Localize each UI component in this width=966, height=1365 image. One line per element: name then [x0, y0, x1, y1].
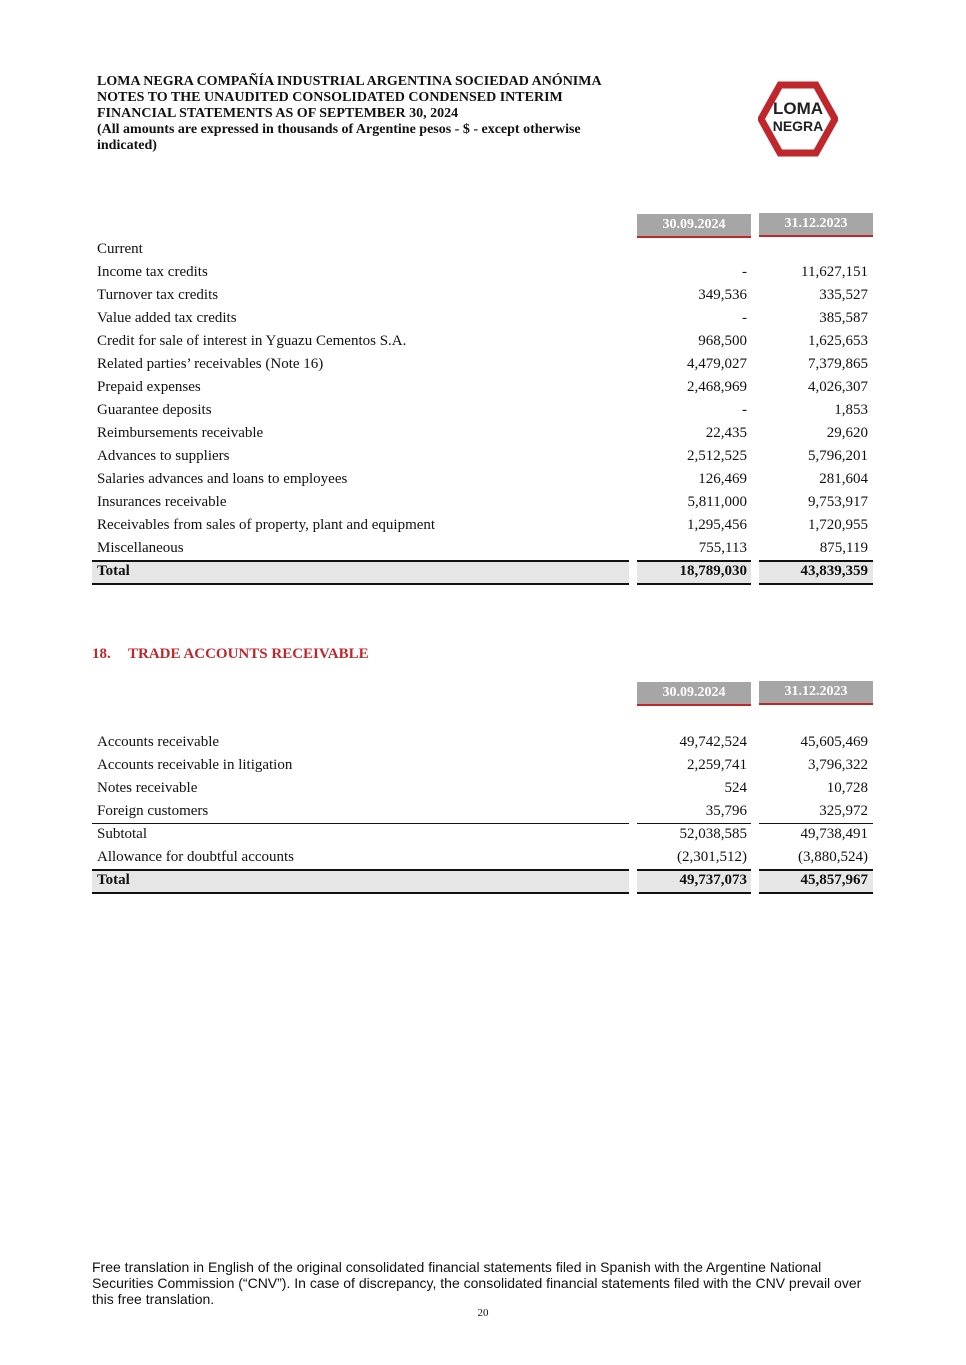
table-row: [92, 307, 874, 330]
row-value-2023: 335,527: [819, 287, 868, 303]
allowance-value-2023: (3,880,524): [798, 849, 868, 865]
row-value-2024: 2,468,969: [687, 379, 747, 395]
row-value-2024: -: [742, 310, 747, 326]
row-value-2024: -: [742, 402, 747, 418]
row-label: Reimbursements receivable: [97, 425, 264, 441]
row-label: Foreign customers: [97, 803, 209, 819]
table-row: [92, 514, 874, 537]
row-value-2023: 9,753,917: [808, 494, 868, 510]
section-title: [92, 646, 369, 663]
total-value-2024: 18,789,030: [679, 563, 747, 579]
row-value-2023: 385,587: [819, 310, 868, 326]
table-row: [92, 491, 874, 514]
row-value-2023: 5,796,201: [808, 448, 868, 464]
row-value-2023: 1,853: [834, 402, 868, 418]
row-value-2024: 1,295,456: [687, 517, 747, 533]
row-label: Accounts receivable: [97, 734, 220, 750]
total-label: Total: [97, 563, 130, 579]
row-value-2023: 325,972: [819, 803, 868, 819]
column-header-2024: 30.09.2024: [637, 214, 751, 238]
row-label: Credit for sale of interest in Yguazu Cementos S.A.: [97, 333, 407, 349]
row-value-2023: 281,604: [819, 471, 868, 487]
column-header-2024: 30.09.2024: [637, 682, 751, 706]
table-row: [92, 284, 874, 307]
row-value-2024: 524: [724, 780, 747, 796]
row-value-2024: 49,742,524: [679, 734, 747, 750]
row-value-2023: 4,026,307: [808, 379, 868, 395]
row-value-2023: 1,625,653: [808, 333, 868, 349]
allowance-label: Allowance for doubtful accounts: [97, 849, 295, 865]
row-value-2023: 3,796,322: [808, 757, 868, 773]
table-row: [92, 731, 874, 754]
table-row: [92, 399, 874, 422]
row-value-2024: 349,536: [698, 287, 747, 303]
row-value-2024: -: [742, 264, 747, 280]
row-value-2024: 126,469: [698, 471, 747, 487]
section-number: 18.: [92, 646, 111, 662]
row-value-2024: 2,512,525: [687, 448, 747, 464]
row-label: Prepaid expenses: [97, 379, 201, 395]
translation-disclaimer: Free translation in English of the original consolidated financial statements filed in Spanish with the Argentine National Securities Commission (“CNV”). In case of discrepancy, the consolidated financial statements filed with the CNV prevail over this free translation.: [92, 1259, 862, 1307]
row-label: Notes receivable: [97, 780, 198, 796]
row-label: Advances to suppliers: [97, 448, 230, 464]
table-row: [92, 754, 874, 777]
subtotal-label: Subtotal: [97, 826, 148, 842]
table-total-row: [92, 869, 874, 892]
table-row: [92, 422, 874, 445]
header-line-3: FINANCIAL STATEMENTS AS OF SEPTEMBER 30, 2024: [97, 106, 459, 121]
row-value-2023: 10,728: [826, 780, 868, 796]
table-total-row: [92, 560, 874, 583]
table-row: [92, 261, 874, 284]
row-value-2023: 45,605,469: [800, 734, 868, 750]
table-row: [92, 468, 874, 491]
row-value-2024: 5,811,000: [687, 494, 747, 510]
row-value-2023: 29,620: [826, 425, 868, 441]
row-label: Related parties’ receivables (Note 16): [97, 356, 324, 372]
column-header-2023: 31.12.2023: [759, 213, 873, 237]
row-value-2024: 22,435: [705, 425, 747, 441]
allowance-value-2024: (2,301,512): [677, 849, 747, 865]
row-value-2024: 2,259,741: [687, 757, 747, 773]
page-number: 20: [477, 1307, 489, 1319]
total-value-2023: 45,857,967: [800, 872, 868, 888]
subtotal-value-2023: 49,738,491: [800, 826, 868, 842]
row-value-2024: 968,500: [698, 333, 747, 349]
row-label: Accounts receivable in litigation: [97, 757, 293, 773]
loma-negra-logo: [758, 81, 838, 157]
row-label: Value added tax credits: [97, 310, 237, 326]
document-header: [97, 74, 697, 154]
row-value-2024: 755,113: [698, 540, 747, 556]
row-label: Insurances receivable: [97, 494, 227, 510]
column-header-2023: 31.12.2023: [759, 681, 873, 705]
row-label: Turnover tax credits: [97, 287, 219, 303]
allowance-row: [92, 846, 874, 869]
row-label: Miscellaneous: [97, 540, 184, 556]
section-label-current: Current: [97, 241, 143, 257]
row-label: Receivables from sales of property, plant and equipment: [97, 517, 436, 533]
subtotal-value-2024: 52,038,585: [679, 826, 747, 842]
row-value-2023: 1,720,955: [808, 517, 868, 533]
table-row: [92, 376, 874, 399]
row-value-2024: 35,796: [705, 803, 747, 819]
trade-receivables-table: [92, 682, 874, 892]
table-row: [92, 537, 874, 560]
header-line-4: (All amounts are expressed in thousands of Argentine pesos - $ - except otherwise: [97, 122, 581, 137]
header-line-2: NOTES TO THE UNAUDITED CONSOLIDATED CONDENSED INTERIM: [97, 90, 563, 105]
total-value-2024: 49,737,073: [679, 872, 747, 888]
table-row: [92, 777, 874, 800]
subtotal-row: [92, 823, 874, 846]
table-row: [92, 353, 874, 376]
section-heading: TRADE ACCOUNTS RECEIVABLE: [128, 646, 369, 662]
row-value-2023: 875,119: [819, 540, 868, 556]
row-label: Salaries advances and loans to employees: [97, 471, 348, 487]
total-label: Total: [97, 872, 130, 888]
row-value-2023: 7,379,865: [808, 356, 868, 372]
logo-text-loma: LOMA: [772, 99, 824, 118]
other-receivables-table: [92, 214, 874, 583]
row-value-2024: 4,479,027: [687, 356, 747, 372]
table-row: [92, 800, 874, 823]
table-row: [92, 445, 874, 468]
row-label: Guarantee deposits: [97, 402, 212, 418]
company-name: LOMA NEGRA COMPAÑÍA INDUSTRIAL ARGENTINA SOCIEDAD ANÓNIMA: [97, 74, 602, 89]
header-line-5: indicated): [97, 138, 157, 153]
row-value-2023: 11,627,151: [801, 264, 868, 280]
logo-text-negra: NEGRA: [772, 118, 824, 134]
row-label: Income tax credits: [97, 264, 208, 280]
total-value-2023: 43,839,359: [800, 563, 868, 579]
table-row: [92, 330, 874, 353]
